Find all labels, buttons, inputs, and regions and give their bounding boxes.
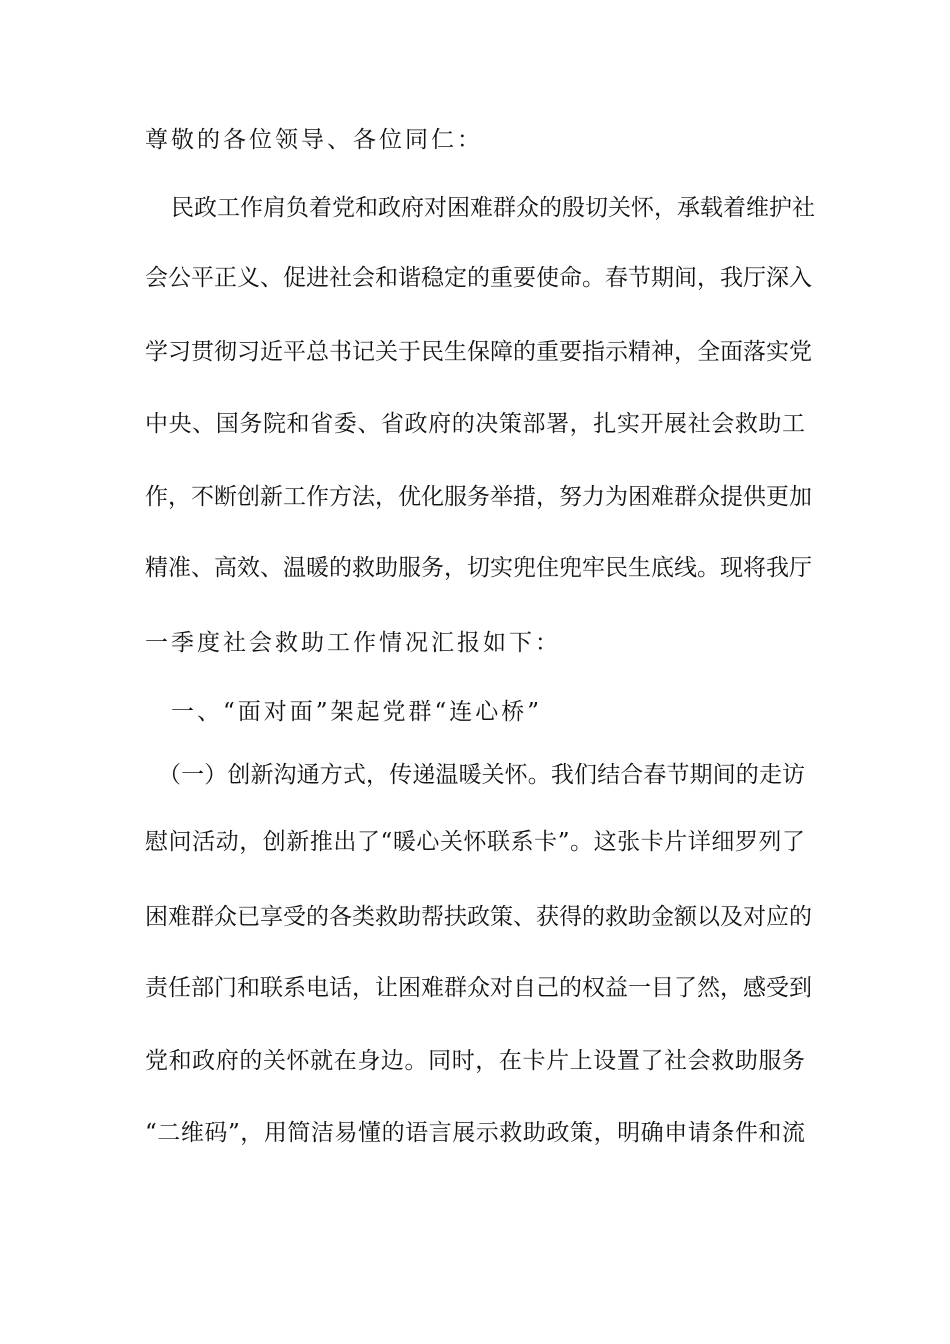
subsection-1-line-2: 慰问活动，创新推出了“暖心关怀联系卡”。这张卡片详细罗列了 <box>145 829 805 855</box>
intro-paragraph-line-7: 一季度社会救助工作情况汇报如下： <box>145 630 561 656</box>
section-1-heading: 一、“面对面”架起党群“连心桥” <box>171 699 543 725</box>
subsection-1-line-4: 责任部门和联系电话，让困难群众对自己的权益一目了然，感受到 <box>145 975 812 1001</box>
intro-paragraph-line-5: 作，不断创新工作方法，优化服务举措，努力为困难群众提供更加 <box>145 484 812 510</box>
subsection-1-line-3: 困难群众已享受的各类救助帮扶政策、获得的救助金额以及对应的 <box>145 904 812 930</box>
subsection-1-line-1: （一）创新沟通方式，传递温暖关怀。我们结合春节期间的走访 <box>158 762 805 788</box>
intro-paragraph-line-4: 中央、国务院和省委、省政府的决策部署，扎实开展社会救助工 <box>145 411 805 437</box>
subsection-1-line-6: “二维码”，用简洁易懂的语言展示救助政策，明确申请条件和流 <box>145 1120 805 1146</box>
salutation: 尊敬的各位领导、各位同仁： <box>145 127 483 153</box>
intro-paragraph-line-6: 精准、高效、温暖的救助服务，切实兜住兜牢民生底线。现将我厅 <box>145 555 812 581</box>
intro-paragraph-line-1: 民政工作肩负着党和政府对困难群众的殷切关怀，承载着维护社 <box>171 195 815 221</box>
intro-paragraph-line-2: 会公平正义、促进社会和谐稳定的重要使命。春节期间，我厅深入 <box>145 265 812 291</box>
intro-paragraph-line-3: 学习贯彻习近平总书记关于民生保障的重要指示精神，全面落实党 <box>145 339 812 365</box>
subsection-1-line-5: 党和政府的关怀就在身边。同时，在卡片上设置了社会救助服务 <box>145 1048 805 1074</box>
